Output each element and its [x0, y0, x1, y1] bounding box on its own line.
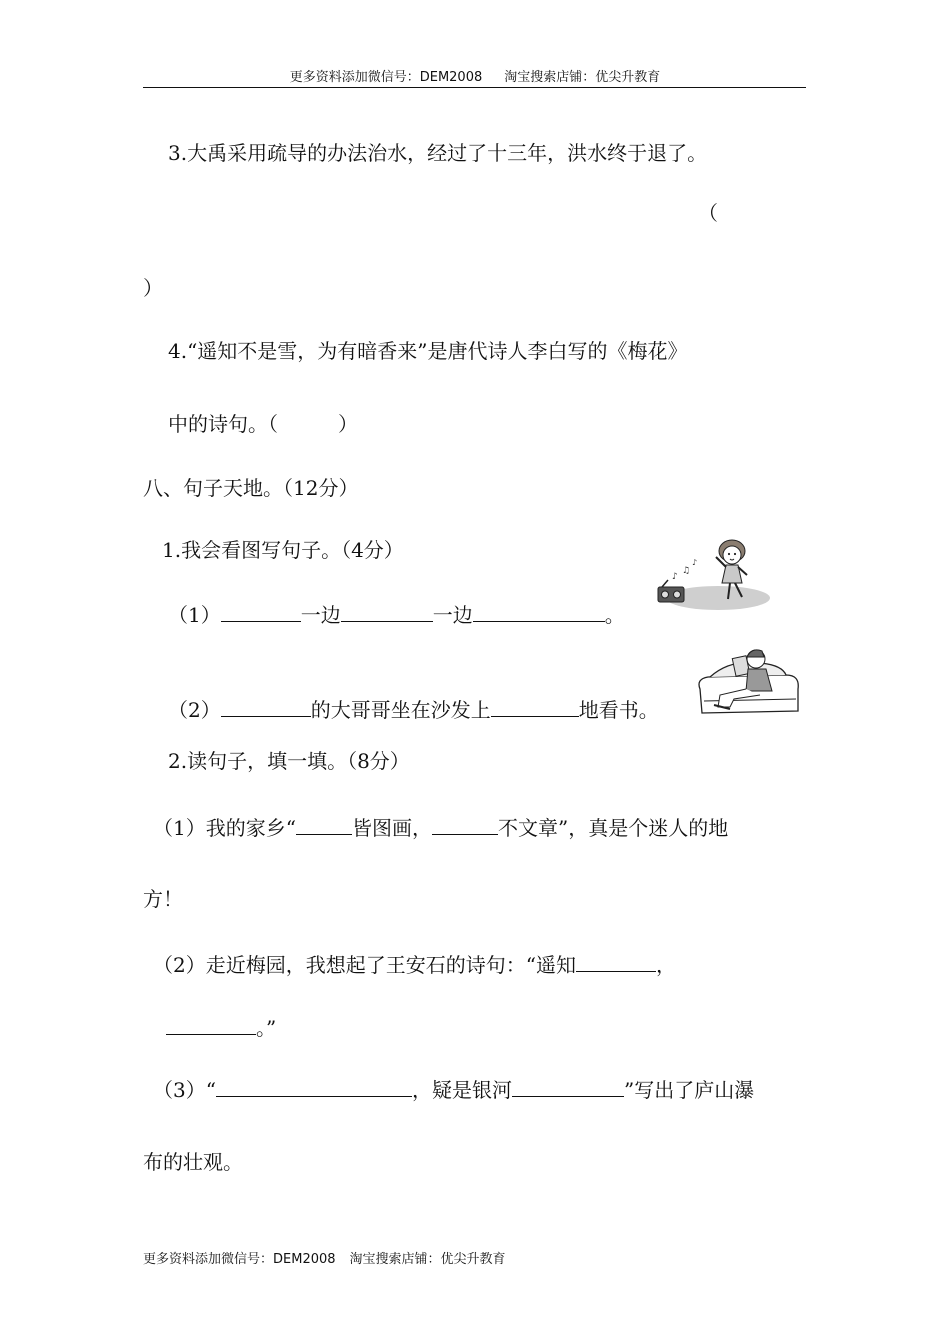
q2-item2-text3: 。” — [256, 1016, 277, 1040]
blank[interactable] — [576, 953, 656, 972]
q2-item1-text1: 我的家乡“ — [205, 816, 296, 840]
header-divider — [143, 87, 806, 88]
blank[interactable] — [491, 698, 579, 717]
question-4-line1: 4.“遥知不是雪，为有暗香来”是唐代诗人李白写的《梅花》 — [168, 339, 688, 363]
blank[interactable] — [432, 816, 498, 835]
question-3: 3.大禹采用疏导的办法治水，经过了十三年，洪水终于退了。 — [168, 141, 708, 165]
q1-item1-text2: 一边 — [432, 603, 473, 627]
svg-text:♪: ♪ — [692, 558, 698, 567]
footer-shop: 淘宝搜索店铺：优尖升教育 — [349, 1252, 506, 1267]
girl-dancing-radio-image — [650, 535, 772, 615]
section-8-title: 八、句子天地。（12分） — [143, 476, 359, 500]
q1-item2 — [168, 698, 659, 720]
blank[interactable] — [221, 603, 301, 622]
blank[interactable] — [166, 1016, 256, 1035]
q2-item1-text3: 不文章”，真是个迷人的地 — [497, 816, 729, 840]
svg-text:♫: ♫ — [682, 566, 691, 576]
q1-item2-text1: 的大哥哥坐在沙发上 — [310, 698, 491, 722]
q2-item2 — [153, 953, 676, 975]
q2-item2-cont — [166, 1016, 276, 1038]
q1-title: 1.我会看图写句子。（4分） — [162, 538, 404, 562]
q2-item3-num: （3） — [153, 1078, 206, 1102]
blank[interactable] — [512, 1078, 624, 1097]
blank[interactable] — [341, 603, 433, 622]
footer-wechat: 更多资料添加微信号：DEM2008 — [143, 1252, 336, 1267]
q1-item1-num: （1） — [168, 603, 221, 627]
answer-paren-close: ） — [143, 276, 163, 300]
svg-text:♪: ♪ — [672, 572, 678, 582]
blank[interactable] — [296, 816, 352, 835]
q2-item2-num: （2） — [153, 953, 206, 977]
q1-item1 — [168, 603, 625, 625]
q2-item3-cont: 布的壮观。 — [143, 1150, 243, 1174]
q2-item1-text2: 皆图画， — [351, 816, 432, 840]
page-header — [0, 66, 950, 85]
q2-item2-text1: 走近梅园，我想起了王安石的诗句：“遥知 — [205, 953, 576, 977]
q2-item1-cont: 方！ — [143, 887, 183, 911]
boy-reading-sofa-image — [690, 645, 806, 719]
q2-item1 — [153, 816, 728, 838]
q2-item3-text1: “ — [205, 1078, 216, 1102]
blank[interactable] — [216, 1078, 412, 1097]
q2-item3 — [153, 1078, 754, 1100]
q2-item1-num: （1） — [153, 816, 206, 840]
page-footer — [143, 1248, 506, 1267]
question-4-line2: 中的诗句。（ ） — [168, 412, 358, 436]
blank[interactable] — [473, 603, 605, 622]
q1-item2-num: （2） — [168, 698, 221, 722]
blank[interactable] — [221, 698, 311, 717]
q1-item2-text2: 地看书。 — [578, 698, 659, 722]
q2-item2-text2: ， — [655, 953, 676, 977]
header-wechat: 更多资料添加微信号：DEM2008 — [289, 70, 483, 85]
q1-item1-text1: 一边 — [300, 603, 341, 627]
q2-item3-text2: ，疑是银河 — [411, 1078, 512, 1102]
header-shop: 淘宝搜索店铺：优尖升教育 — [504, 70, 661, 85]
answer-paren-open: （ — [698, 201, 718, 225]
q1-item1-end: 。 — [604, 603, 625, 627]
q2-title: 2.读句子，填一填。（8分） — [168, 749, 410, 773]
q2-item3-text3: ”写出了庐山瀑 — [623, 1078, 755, 1102]
